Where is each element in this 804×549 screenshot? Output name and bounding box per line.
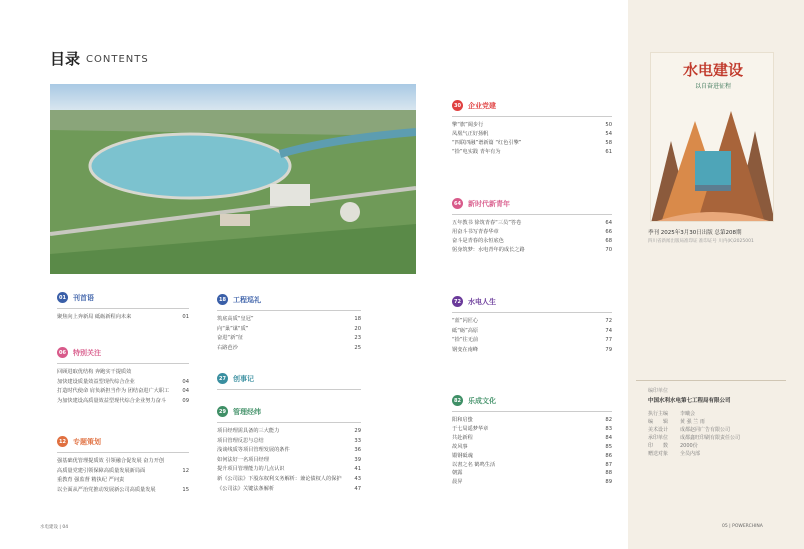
credits: 编印单位 中国水利水电第七工程局有限公司 执行主编 李曦会 编 辑 黄 强 兰 雨 美术设计 成都赵同广告有限公司 承印单位 成都鑫旺印刷有限责任公司 印 数 2000份 赠送对象 全员内部 (648, 388, 741, 457)
toc-entry[interactable]: 浅谈线质等项目管理发展的条件 36 (217, 447, 361, 454)
section-title: 新时代新青年 (468, 199, 510, 208)
publication-info: 季刊 2025年3月30日出版 总第208期 (648, 230, 742, 236)
section-number-badge: 06 (57, 347, 68, 358)
credit-row: 执行主编 李曦会 (648, 411, 696, 417)
section-title: 创事记 (233, 374, 254, 383)
page-title-en: CONTENTS (86, 54, 149, 65)
toc-entry[interactable]: 共赴新程 84 (452, 434, 612, 441)
toc-entry[interactable]: 奋斗是青春的永恒底色 68 (452, 237, 612, 244)
cover-title: 水电建设 (682, 61, 743, 79)
toc-entry[interactable]: 强基础优管理提质效 引领融合促发展 奋力开创 (57, 458, 165, 464)
publication-subline: 四川省新闻出版局准印证 准印证号 川内(K)2025001 (648, 239, 754, 244)
footer-left: 水电建设 | 04 (40, 525, 69, 530)
toc-entry[interactable]: 新《公司法》下股东权利义务解析：兼论债权人的保护 43 (217, 475, 361, 482)
section-log (217, 373, 361, 394)
section-title: 企业党建 (468, 101, 496, 110)
credit-row: 赠送对象 全员内部 (648, 451, 701, 457)
section-number-badge: 27 (217, 373, 228, 384)
credit-row: 印 数 2000份 (648, 443, 698, 449)
toc-entry[interactable]: 聚焦向上奔新局 砥砺新程向未来 01 (57, 314, 189, 320)
toc-entry[interactable]: “拾”电实践 青年有为 61 (452, 148, 612, 155)
toc-entry[interactable]: “四联四融”谱新篇 “红色引擎” 58 (452, 139, 612, 146)
toc-entry[interactable]: 阳和启蛰 82 (452, 417, 612, 423)
section-lead (57, 292, 189, 323)
section-people (452, 296, 612, 355)
section-youth (452, 198, 612, 255)
toc-entry[interactable]: 项目管理反思与总结 33 (217, 437, 361, 444)
toc-entry[interactable]: 高质量党建引领保障高质量发展新局面 12 (57, 467, 189, 474)
section-special (57, 347, 189, 406)
toc-entry[interactable]: 于七局遥梦华章 83 (452, 425, 612, 432)
page-title: 目录 (50, 50, 81, 68)
cover-subtitle: 以自奋进征程 (694, 83, 731, 90)
toc-entry[interactable]: 躬身筑梦：水电青年的成长之路 70 (452, 246, 612, 253)
footer-right: 05 | POWERCHINA (722, 524, 763, 529)
sidebar-divider (636, 380, 786, 381)
toc-entry[interactable]: 五年教书 徐筑青春“三员”答卷 64 (452, 220, 612, 226)
toc-entry[interactable]: 如何法好一名项目经理 39 (217, 456, 361, 463)
credit-row: 编 辑 黄 强 兰 雨 (648, 419, 705, 425)
section-management (217, 406, 361, 494)
toc-entry[interactable]: 砥“砺”高原 74 (452, 327, 612, 334)
section-title: 专题策划 (73, 437, 101, 446)
toc-entry[interactable]: “拾”往无前 77 (452, 337, 612, 344)
toc-entry[interactable]: 奋进“新”征 23 (217, 335, 361, 342)
toc-entry[interactable]: 以書之名 鹤鸣生活 87 (452, 461, 612, 468)
toc-entry[interactable]: 钢变在南峰 79 (452, 346, 612, 353)
section-number-badge: 72 (452, 296, 463, 307)
toc-entry[interactable]: 锻钢砥魂 86 (452, 452, 612, 459)
section-topic (57, 436, 189, 495)
toc-entry[interactable]: 朝露 88 (452, 470, 612, 477)
toc-entry[interactable]: 用奋斗书写青春华章 66 (452, 228, 612, 235)
section-culture (452, 395, 612, 487)
toc-entry[interactable]: “蓝”闪匠心 72 (452, 318, 612, 324)
toc-entry[interactable]: 打造时代使命 肩负新担当作为 团结奋进广大职工 04 (57, 388, 189, 395)
section-number-badge: 18 (217, 294, 228, 305)
section-number-badge: 82 (452, 395, 463, 406)
section-title: 乐成文化 (468, 396, 496, 405)
credit-row: 承印单位 成都鑫旺印刷有限责任公司 (648, 435, 741, 441)
aerial-photo (50, 84, 416, 274)
toc-entry[interactable]: 加快建设质量效益型现代综合企业 04 (57, 378, 189, 385)
section-title: 水电人生 (468, 297, 496, 306)
toc-entry[interactable]: 凤凰气正好扬帆 54 (452, 130, 612, 137)
section-title: 工程巡礼 (233, 295, 261, 304)
toc-entry[interactable]: 筑底高质“皇冠” 18 (217, 316, 361, 322)
credit-row: 美术设计 成都赵同广告有限公司 (648, 427, 731, 433)
toc-entry[interactable]: 为加快建设高质量效益型现代综合企业努力奋斗 09 (57, 397, 189, 404)
section-number-badge: 12 (57, 436, 68, 447)
section-engineering (217, 294, 361, 353)
section-title: 管理经纬 (233, 407, 261, 416)
toc-entry[interactable]: 擎“旗”阔步行 50 (452, 122, 612, 128)
cover-illustration (651, 91, 774, 222)
section-title: 刊首语 (73, 293, 94, 302)
toc-entry[interactable]: 《公司法》关键法条解析 47 (217, 485, 361, 492)
toc-entry[interactable]: 回顾进取优结构 奔跑实干提质效 (57, 369, 132, 375)
section-number-badge: 01 (57, 292, 68, 303)
toc-entry[interactable]: 重教育 强监督 精执纪 严问责 (57, 477, 125, 484)
toc-entry[interactable]: 右路芭沙 25 (217, 344, 361, 351)
section-number-badge: 29 (217, 406, 228, 417)
toc-entry[interactable]: 故风事 85 (452, 443, 612, 450)
toc-entry[interactable]: 向“巢”谋“质” 20 (217, 325, 361, 332)
toc-entry[interactable]: 晨昇 89 (452, 479, 612, 486)
toc-entry[interactable]: 以全面从严治党推动发展新公司高质量发展 15 (57, 486, 189, 493)
toc-entry[interactable]: 提升项目管理能力的几点认识 41 (217, 466, 361, 473)
section-number-badge: 30 (452, 100, 463, 111)
section-number-badge: 64 (452, 198, 463, 209)
magazine-cover[interactable] (650, 52, 774, 222)
section-enterprise (452, 100, 612, 157)
toc-entry[interactable]: 项目经理需具备的三大能力 29 (217, 428, 361, 434)
publisher-name: 中国水利水电第七工程局有限公司 (648, 398, 731, 404)
section-title: 特别关注 (73, 348, 101, 357)
